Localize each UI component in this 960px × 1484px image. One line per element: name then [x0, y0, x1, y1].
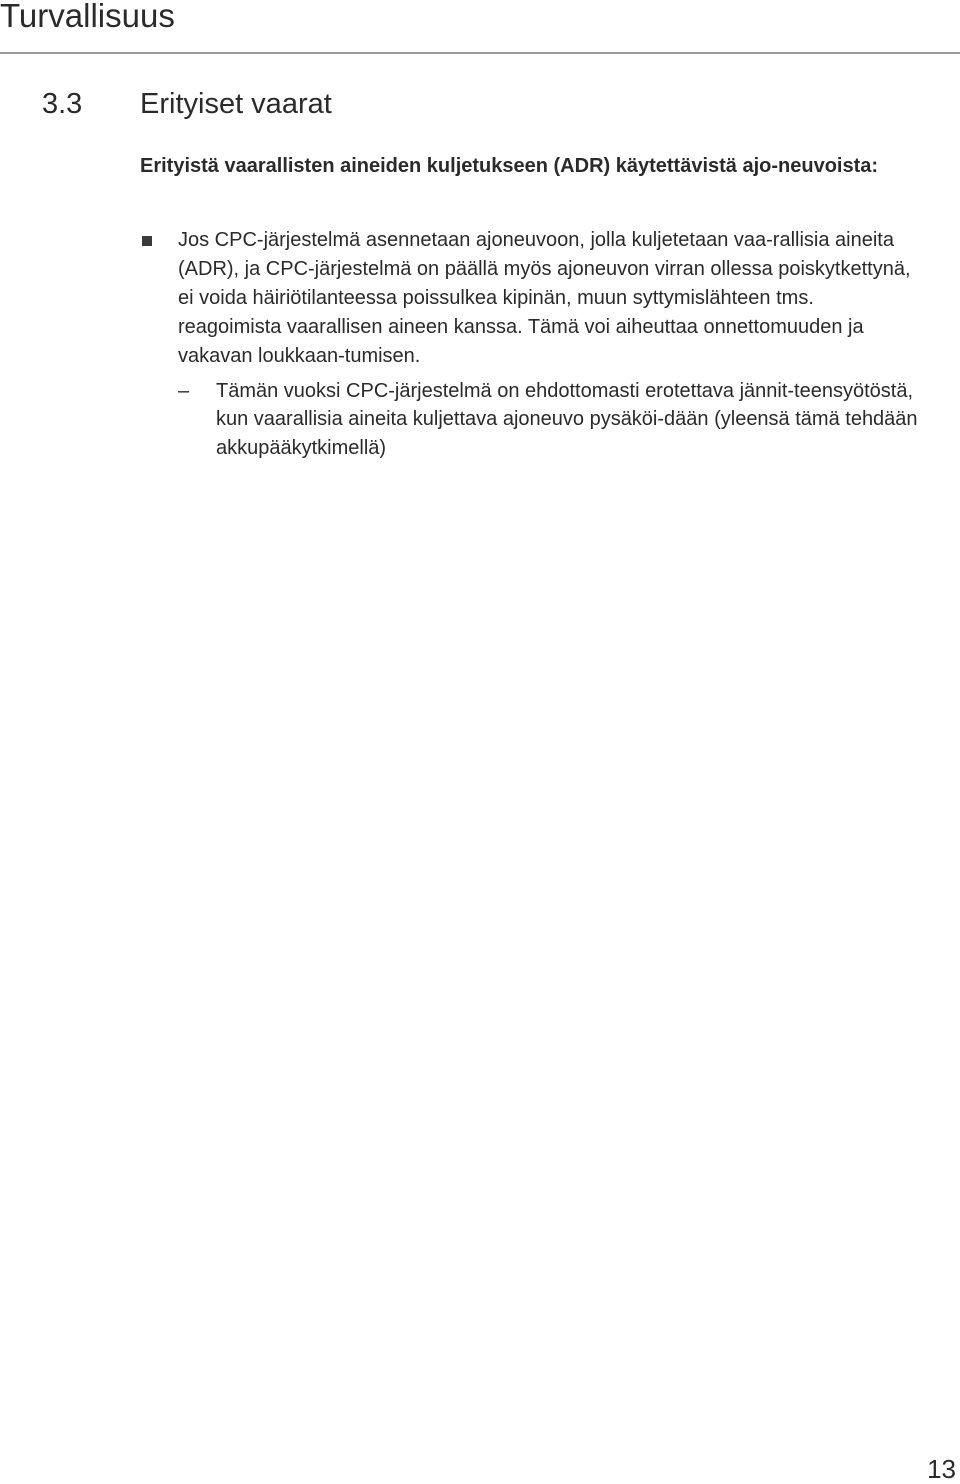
sub-list-item	[140, 377, 920, 464]
dash-bullet: –	[178, 379, 190, 402]
bullet-text: Jos CPC-järjestelmä asennetaan ajoneuvoon, jolla kuljetetaan vaa-rallisia aineita (ADR), ja CPC-järjestelmä on päällä myös ajoneuvon virran ollessa poiskytkettynä, ei voida häiriötilanteessa poissulkea kipinän, muun syttymislähteen tms. reagoimista vaarallisen aineen kanssa. Tämä voi aiheuttaa onnettomuuden ja vakavan loukkaan-tumisen.	[178, 229, 911, 367]
sub-item-text: Tämän vuoksi CPC-järjestelmä on ehdottomasti erotettava jännit-teensyötöstä, kun vaarallisia aineita kuljettava ajoneuvo pysäköi-dään (yleensä tämä tehdään akkupääkytkimellä)	[216, 379, 918, 460]
page-number: 13	[927, 1454, 956, 1484]
header-title: Turvallisuus	[0, 0, 175, 34]
section-number: 3.3	[42, 88, 83, 120]
square-bullet-icon	[142, 236, 152, 246]
header-divider	[0, 52, 960, 54]
section-title: Erityiset vaarat	[140, 88, 332, 120]
bullet-list	[140, 226, 920, 463]
section-heading	[42, 84, 332, 124]
intro-paragraph: Erityistä vaarallisten aineiden kuljetukseen (ADR) käytettävistä ajo-neuvoista:	[140, 155, 879, 177]
list-item	[140, 226, 920, 371]
